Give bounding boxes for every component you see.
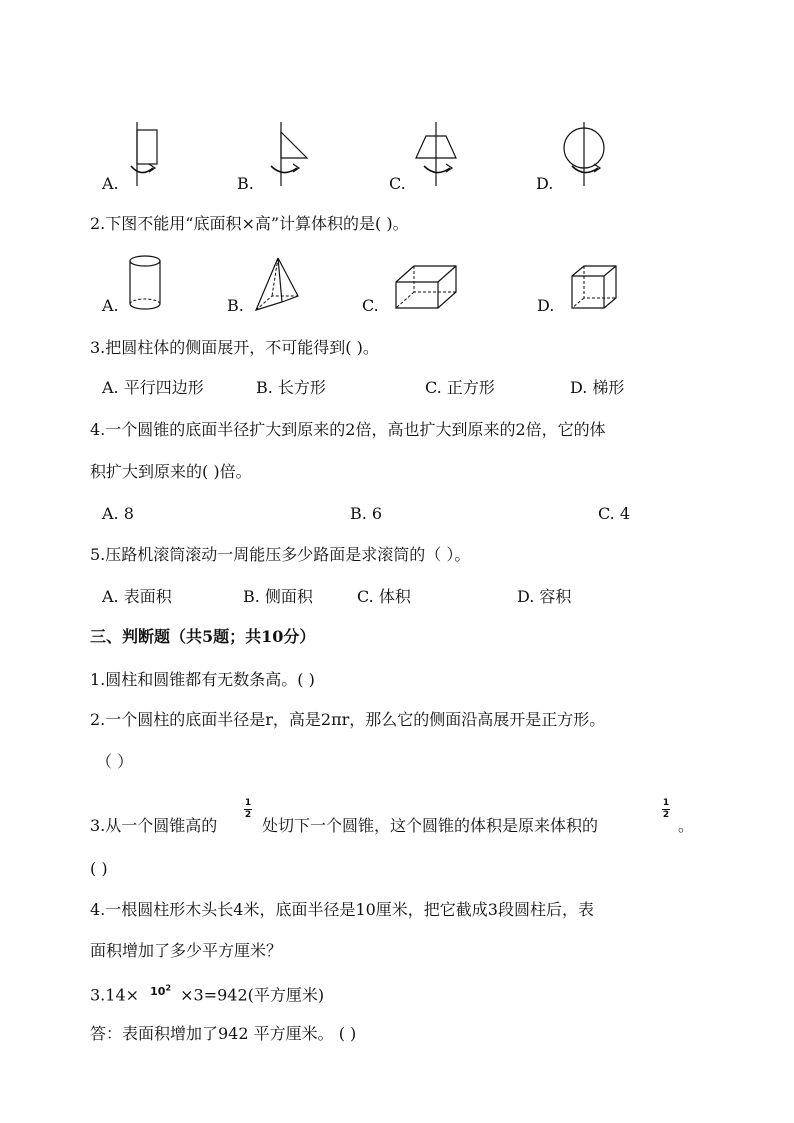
judge-2-line1: 2.一个圆柱的底面半径是r，高是2πr，那么它的侧面沿高展开是正方形。 [90, 710, 606, 729]
calc-base: 10 [150, 984, 166, 998]
q2-cube-figure [570, 262, 618, 312]
judge-1: 1.圆柱和圆锥都有无数条高。( ) [90, 670, 315, 689]
q2-pyramid-figure [252, 256, 302, 314]
judge-4-answer: 答：表面积增加了942 平方厘米。 ( ) [90, 1024, 357, 1043]
q3-option-c[interactable]: C. 正方形 [425, 378, 495, 397]
judge-3-part2: 处切下一个圆锥，这个圆锥的体积是原来体积的 [262, 816, 599, 835]
q2-option-b[interactable]: B. [227, 296, 244, 315]
judge-3-fraction-1 [243, 799, 253, 820]
q2-option-d[interactable]: D. [537, 296, 555, 315]
fraction-denominator: 2 [662, 810, 670, 820]
q3-stem: 3.把圆柱体的侧面展开，不可能得到( )。 [90, 338, 379, 357]
q1-option-b[interactable]: B. [237, 174, 254, 193]
q2-stem: 2.下图不能用“底面积×高”计算体积的是( )。 [90, 214, 409, 233]
fraction-numerator: 1 [244, 798, 252, 808]
q2-cuboid-figure [394, 262, 458, 312]
q1-figure-b [265, 122, 313, 188]
calc-exponent: 2 [165, 983, 172, 992]
calc-power [150, 985, 171, 998]
q2-option-a[interactable]: A. [102, 296, 119, 315]
q3-option-a[interactable]: A. 平行四边形 [102, 378, 204, 397]
q1-figure-d [558, 122, 610, 188]
q1-option-a[interactable]: A. [102, 174, 119, 193]
calc-part-b: ×3=942(平方厘米) [180, 985, 325, 1005]
section3-heading: 三、判断题（共5题；共10分） [90, 627, 316, 646]
q4-option-b[interactable]: B. 6 [350, 504, 383, 523]
q1-option-c[interactable]: C. [389, 174, 406, 193]
q5-option-b[interactable]: B. 侧面积 [243, 587, 313, 606]
fraction-numerator: 1 [662, 798, 670, 808]
q5-option-a[interactable]: A. 表面积 [102, 587, 172, 606]
judge-3-part3: 。 [678, 816, 695, 835]
judge-3-part1: 3.从一个圆锥高的 [90, 816, 218, 835]
q3-option-d[interactable]: D. 梯形 [570, 378, 625, 397]
judge-4-line2: 面积增加了多少平方厘米？ [90, 941, 283, 960]
judge-3-fraction-2 [661, 799, 671, 820]
q1-figure-a [125, 122, 165, 188]
q1-option-d[interactable]: D. [536, 174, 554, 193]
judge-3-line2: ( ) [90, 859, 108, 878]
q2-cylinder-figure [128, 254, 162, 312]
judge-4-line1: 4.一根圆柱形木头长4米，底面半径是10厘米，把它截成3段圆柱后，表 [90, 900, 594, 919]
q1-figure-c [412, 122, 462, 188]
q5-stem: 5.压路机滚筒滚动一周能压多少路面是求滚筒的（ ）。 [90, 545, 471, 564]
q2-option-c[interactable]: C. [362, 296, 379, 315]
judge-4-calc [90, 984, 324, 1008]
q4-stem-line2: 积扩大到原来的( )倍。 [90, 462, 252, 481]
q4-option-c[interactable]: C. 4 [598, 504, 631, 523]
q5-option-c[interactable]: C. 体积 [357, 587, 411, 606]
q3-option-b[interactable]: B. 长方形 [256, 378, 326, 397]
q4-stem-line1: 4.一个圆锥的底面半径扩大到原来的2倍，高也扩大到原来的2倍，它的体 [90, 420, 606, 439]
q5-option-d[interactable]: D. 容积 [517, 587, 572, 606]
q4-option-a[interactable]: A. 8 [102, 504, 134, 523]
calc-part-a: 3.14× [90, 985, 140, 1005]
judge-2-line2: （ ） [96, 752, 134, 771]
fraction-denominator: 2 [244, 810, 252, 820]
